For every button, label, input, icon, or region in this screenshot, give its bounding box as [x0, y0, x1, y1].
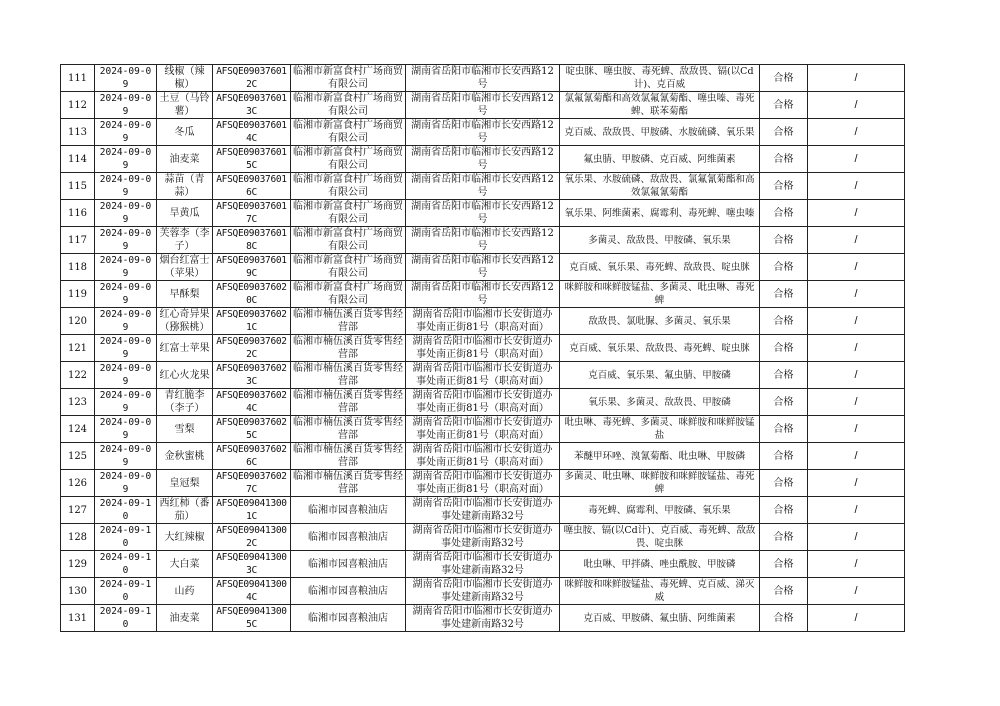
sampled-unit-cell: 临湘市园喜粮油店 [291, 551, 406, 578]
unit-address-cell: 湖南省岳阳市临湘市长安西路12号 [406, 281, 560, 308]
remark-cell: / [808, 146, 905, 173]
sampling-date-cell: 2024-09-09 [95, 92, 157, 119]
table-row [61, 227, 905, 254]
result-cell: 合格 [760, 362, 808, 389]
sampled-unit-cell: 临湘市楠伍溪百货零售经营部 [291, 362, 406, 389]
sampling-date-cell: 2024-09-09 [95, 416, 157, 443]
table-row [61, 578, 905, 605]
sampled-unit-cell: 临湘市新富食村广场商贸有限公司 [291, 254, 406, 281]
unit-address-cell: 湖南省岳阳市临湘市长安西路12号 [406, 65, 560, 92]
result-cell: 合格 [760, 92, 808, 119]
row-number-cell: 123 [61, 389, 95, 416]
sample-code-cell: AFSQE090376016C [213, 173, 291, 200]
test-items-cell: 氧乐果、水胺硫磷、敌敌畏、氯氟氰菊酯和高效氯氟氰菊酯 [560, 173, 760, 200]
sample-name-cell: 线椒（辣椒） [157, 65, 213, 92]
unit-address-cell: 湖南省岳阳市临湘市长安西路12号 [406, 146, 560, 173]
sampling-date-cell: 2024-09-09 [95, 335, 157, 362]
result-cell: 合格 [760, 416, 808, 443]
remark-cell: / [808, 227, 905, 254]
unit-address-cell: 湖南省岳阳市临湘市长安街道办事处南正街81号（职高对面） [406, 470, 560, 497]
sampled-unit-cell: 临湘市新富食村广场商贸有限公司 [291, 227, 406, 254]
table-row [61, 524, 905, 551]
test-items-cell: 毒死蜱、腐霉利、甲胺磷、氧乐果 [560, 497, 760, 524]
sample-code-cell: AFSQE090413002C [213, 524, 291, 551]
row-number-cell: 118 [61, 254, 95, 281]
result-cell: 合格 [760, 578, 808, 605]
test-items-cell: 氧乐果、阿维菌素、腐霉利、毒死蜱、噻虫嗪 [560, 200, 760, 227]
row-number-cell: 116 [61, 200, 95, 227]
test-items-cell: 氯氟氰菊酯和高效氯氟氰菊酯、噻虫嗪、毒死蜱、联苯菊酯 [560, 92, 760, 119]
remark-cell: / [808, 119, 905, 146]
sampling-date-cell: 2024-09-09 [95, 470, 157, 497]
sampled-unit-cell: 临湘市新富食村广场商贸有限公司 [291, 65, 406, 92]
unit-address-cell: 湖南省岳阳市临湘市长安街道办事处建新南路32号 [406, 524, 560, 551]
test-items-cell: 氧乐果、多菌灵、敌敌畏、甲胺磷 [560, 389, 760, 416]
row-number-cell: 117 [61, 227, 95, 254]
sample-code-cell: AFSQE090376027C [213, 470, 291, 497]
test-items-cell: 克百威、敌敌畏、甲胺磷、水胺硫磷、氧乐果 [560, 119, 760, 146]
sampled-unit-cell: 临湘市新富食村广场商贸有限公司 [291, 281, 406, 308]
row-number-cell: 112 [61, 92, 95, 119]
sampled-unit-cell: 临湘市楠伍溪百货零售经营部 [291, 443, 406, 470]
row-number-cell: 125 [61, 443, 95, 470]
row-number-cell: 114 [61, 146, 95, 173]
sampling-date-cell: 2024-09-09 [95, 281, 157, 308]
table-row [61, 65, 905, 92]
sampling-date-cell: 2024-09-09 [95, 254, 157, 281]
result-cell: 合格 [760, 200, 808, 227]
test-items-cell: 噻虫胺、镉(以Cd计)、克百威、毒死蜱、敌敌畏、啶虫脒 [560, 524, 760, 551]
remark-cell: / [808, 605, 905, 632]
sample-code-cell: AFSQE090376019C [213, 254, 291, 281]
sampled-unit-cell: 临湘市园喜粮油店 [291, 497, 406, 524]
result-cell: 合格 [760, 254, 808, 281]
result-cell: 合格 [760, 281, 808, 308]
unit-address-cell: 湖南省岳阳市临湘市长安街道办事处南正街81号（职高对面） [406, 416, 560, 443]
table-body [61, 65, 905, 632]
sampling-date-cell: 2024-09-09 [95, 119, 157, 146]
row-number-cell: 127 [61, 497, 95, 524]
sample-code-cell: AFSQE090376015C [213, 146, 291, 173]
remark-cell: / [808, 65, 905, 92]
test-items-cell: 咪鲜胺和咪鲜胺锰盐、毒死蜱、克百威、涕灭威 [560, 578, 760, 605]
sampling-date-cell: 2024-09-09 [95, 443, 157, 470]
result-cell: 合格 [760, 173, 808, 200]
unit-address-cell: 湖南省岳阳市临湘市长安街道办事处南正街81号（职高对面） [406, 335, 560, 362]
sampling-date-cell: 2024-09-09 [95, 65, 157, 92]
inspection-results-table [60, 64, 905, 632]
test-items-cell: 苯醚甲环唑、溴氰菊酯、吡虫啉、甲胺磷 [560, 443, 760, 470]
sample-code-cell: AFSQE090376020C [213, 281, 291, 308]
unit-address-cell: 湖南省岳阳市临湘市长安街道办事处建新南路32号 [406, 605, 560, 632]
sample-code-cell: AFSQE090376014C [213, 119, 291, 146]
table-row [61, 605, 905, 632]
sample-name-cell: 大红辣椒 [157, 524, 213, 551]
sampled-unit-cell: 临湘市楠伍溪百货零售经营部 [291, 416, 406, 443]
sample-code-cell: AFSQE090376017C [213, 200, 291, 227]
unit-address-cell: 湖南省岳阳市临湘市长安街道办事处南正街81号（职高对面） [406, 308, 560, 335]
row-number-cell: 131 [61, 605, 95, 632]
remark-cell: / [808, 578, 905, 605]
unit-address-cell: 湖南省岳阳市临湘市长安街道办事处南正街81号（职高对面） [406, 389, 560, 416]
unit-address-cell: 湖南省岳阳市临湘市长安街道办事处建新南路32号 [406, 497, 560, 524]
sample-name-cell: 红心奇异果（猕猴桃） [157, 308, 213, 335]
row-number-cell: 124 [61, 416, 95, 443]
test-items-cell: 吡虫啉、甲拌磷、唑虫酰胺、甲胺磷 [560, 551, 760, 578]
sampled-unit-cell: 临湘市楠伍溪百货零售经营部 [291, 470, 406, 497]
sampled-unit-cell: 临湘市新富食村广场商贸有限公司 [291, 119, 406, 146]
table-row [61, 443, 905, 470]
result-cell: 合格 [760, 65, 808, 92]
sampling-date-cell: 2024-09-10 [95, 524, 157, 551]
row-number-cell: 128 [61, 524, 95, 551]
remark-cell: / [808, 92, 905, 119]
sample-code-cell: AFSQE090413001C [213, 497, 291, 524]
unit-address-cell: 湖南省岳阳市临湘市长安街道办事处建新南路32号 [406, 578, 560, 605]
sampling-date-cell: 2024-09-10 [95, 578, 157, 605]
test-items-cell: 克百威、氧乐果、氟虫腈、甲胺磷 [560, 362, 760, 389]
table-row [61, 362, 905, 389]
row-number-cell: 115 [61, 173, 95, 200]
sampled-unit-cell: 临湘市楠伍溪百货零售经营部 [291, 335, 406, 362]
result-cell: 合格 [760, 470, 808, 497]
remark-cell: / [808, 308, 905, 335]
row-number-cell: 126 [61, 470, 95, 497]
sample-name-cell: 芙蓉李（李子） [157, 227, 213, 254]
unit-address-cell: 湖南省岳阳市临湘市长安西路12号 [406, 227, 560, 254]
remark-cell: / [808, 335, 905, 362]
result-cell: 合格 [760, 524, 808, 551]
sampling-date-cell: 2024-09-09 [95, 389, 157, 416]
sample-code-cell: AFSQE090376018C [213, 227, 291, 254]
row-number-cell: 130 [61, 578, 95, 605]
result-cell: 合格 [760, 605, 808, 632]
sample-code-cell: AFSQE090413005C [213, 605, 291, 632]
unit-address-cell: 湖南省岳阳市临湘市长安西路12号 [406, 119, 560, 146]
result-cell: 合格 [760, 389, 808, 416]
row-number-cell: 120 [61, 308, 95, 335]
table-row [61, 497, 905, 524]
sampled-unit-cell: 临湘市楠伍溪百货零售经营部 [291, 308, 406, 335]
sample-code-cell: AFSQE090376024C [213, 389, 291, 416]
sampling-date-cell: 2024-09-09 [95, 200, 157, 227]
remark-cell: / [808, 416, 905, 443]
remark-cell: / [808, 254, 905, 281]
result-cell: 合格 [760, 308, 808, 335]
sampled-unit-cell: 临湘市新富食村广场商贸有限公司 [291, 92, 406, 119]
sample-code-cell: AFSQE090413004C [213, 578, 291, 605]
sample-name-cell: 冬瓜 [157, 119, 213, 146]
sampling-date-cell: 2024-09-09 [95, 227, 157, 254]
test-items-cell: 敌敌畏、氯吡脲、多菌灵、氧乐果 [560, 308, 760, 335]
remark-cell: / [808, 443, 905, 470]
sample-code-cell: AFSQE090413003C [213, 551, 291, 578]
sample-code-cell: AFSQE090376013C [213, 92, 291, 119]
sampled-unit-cell: 临湘市新富食村广场商贸有限公司 [291, 173, 406, 200]
sample-name-cell: 烟台红富士（苹果） [157, 254, 213, 281]
sample-name-cell: 青红脆李（李子） [157, 389, 213, 416]
sample-code-cell: AFSQE090376026C [213, 443, 291, 470]
row-number-cell: 119 [61, 281, 95, 308]
sample-code-cell: AFSQE090376022C [213, 335, 291, 362]
sampled-unit-cell: 临湘市新富食村广场商贸有限公司 [291, 146, 406, 173]
remark-cell: / [808, 362, 905, 389]
table-row [61, 281, 905, 308]
test-items-cell: 氟虫腈、甲胺磷、克百威、阿维菌素 [560, 146, 760, 173]
table-row [61, 551, 905, 578]
sampled-unit-cell: 临湘市新富食村广场商贸有限公司 [291, 200, 406, 227]
row-number-cell: 121 [61, 335, 95, 362]
unit-address-cell: 湖南省岳阳市临湘市长安街道办事处南正街81号（职高对面） [406, 362, 560, 389]
table-row [61, 146, 905, 173]
sample-name-cell: 雪梨 [157, 416, 213, 443]
sample-code-cell: AFSQE090376025C [213, 416, 291, 443]
sample-name-cell: 皇冠梨 [157, 470, 213, 497]
table-row [61, 416, 905, 443]
test-items-cell: 克百威、氧乐果、敌敌畏、毒死蜱、啶虫脒 [560, 335, 760, 362]
remark-cell: / [808, 389, 905, 416]
result-cell: 合格 [760, 146, 808, 173]
test-items-cell: 吡虫啉、毒死蜱、多菌灵、咪鲜胺和咪鲜胺锰盐 [560, 416, 760, 443]
sampled-unit-cell: 临湘市楠伍溪百货零售经营部 [291, 389, 406, 416]
sampled-unit-cell: 临湘市园喜粮油店 [291, 524, 406, 551]
sampling-date-cell: 2024-09-10 [95, 551, 157, 578]
unit-address-cell: 湖南省岳阳市临湘市长安街道办事处建新南路32号 [406, 551, 560, 578]
sampled-unit-cell: 临湘市园喜粮油店 [291, 605, 406, 632]
sample-name-cell: 油麦菜 [157, 605, 213, 632]
remark-cell: / [808, 551, 905, 578]
sample-code-cell: AFSQE090376023C [213, 362, 291, 389]
unit-address-cell: 湖南省岳阳市临湘市长安西路12号 [406, 200, 560, 227]
test-items-cell: 咪鲜胺和咪鲜胺锰盐、多菌灵、吡虫啉、毒死蜱 [560, 281, 760, 308]
row-number-cell: 113 [61, 119, 95, 146]
sampling-date-cell: 2024-09-10 [95, 605, 157, 632]
test-items-cell: 多菌灵、吡虫啉、咪鲜胺和咪鲜胺锰盐、毒死蜱 [560, 470, 760, 497]
sample-code-cell: AFSQE090376012C [213, 65, 291, 92]
sampling-date-cell: 2024-09-09 [95, 308, 157, 335]
sample-name-cell: 油麦菜 [157, 146, 213, 173]
sample-name-cell: 红心火龙果 [157, 362, 213, 389]
sample-name-cell: 蒜苗（青蒜） [157, 173, 213, 200]
remark-cell: / [808, 497, 905, 524]
unit-address-cell: 湖南省岳阳市临湘市长安西路12号 [406, 92, 560, 119]
table-row [61, 335, 905, 362]
sampling-date-cell: 2024-09-10 [95, 497, 157, 524]
sample-name-cell: 土豆（马铃薯） [157, 92, 213, 119]
sampled-unit-cell: 临湘市园喜粮油店 [291, 578, 406, 605]
row-number-cell: 129 [61, 551, 95, 578]
table-row [61, 254, 905, 281]
row-number-cell: 122 [61, 362, 95, 389]
remark-cell: / [808, 470, 905, 497]
remark-cell: / [808, 281, 905, 308]
test-items-cell: 克百威、甲胺磷、氟虫腈、阿维菌素 [560, 605, 760, 632]
sampling-date-cell: 2024-09-09 [95, 362, 157, 389]
table-row [61, 470, 905, 497]
remark-cell: / [808, 173, 905, 200]
result-cell: 合格 [760, 335, 808, 362]
unit-address-cell: 湖南省岳阳市临湘市长安西路12号 [406, 173, 560, 200]
result-cell: 合格 [760, 119, 808, 146]
row-number-cell: 111 [61, 65, 95, 92]
result-cell: 合格 [760, 227, 808, 254]
table-row [61, 308, 905, 335]
test-items-cell: 啶虫脒、噻虫胺、毒死蜱、敌敌畏、镉(以Cd计)、克百威 [560, 65, 760, 92]
table-row [61, 119, 905, 146]
result-cell: 合格 [760, 443, 808, 470]
sampling-date-cell: 2024-09-09 [95, 173, 157, 200]
test-items-cell: 多菌灵、敌敌畏、甲胺磷、氧乐果 [560, 227, 760, 254]
remark-cell: / [808, 200, 905, 227]
table-row [61, 389, 905, 416]
sample-name-cell: 西红柿（番茄） [157, 497, 213, 524]
table-row [61, 200, 905, 227]
sample-code-cell: AFSQE090376021C [213, 308, 291, 335]
table-row [61, 92, 905, 119]
unit-address-cell: 湖南省岳阳市临湘市长安街道办事处南正街81号（职高对面） [406, 443, 560, 470]
sample-name-cell: 大白菜 [157, 551, 213, 578]
sample-name-cell: 红富士苹果 [157, 335, 213, 362]
test-items-cell: 克百威、氧乐果、毒死蜱、敌敌畏、啶虫脒 [560, 254, 760, 281]
remark-cell: / [808, 524, 905, 551]
sample-name-cell: 金秋蜜桃 [157, 443, 213, 470]
sample-name-cell: 旱黄瓜 [157, 200, 213, 227]
result-cell: 合格 [760, 497, 808, 524]
sampling-date-cell: 2024-09-09 [95, 146, 157, 173]
table-row [61, 173, 905, 200]
result-cell: 合格 [760, 551, 808, 578]
sample-name-cell: 早酥梨 [157, 281, 213, 308]
unit-address-cell: 湖南省岳阳市临湘市长安西路12号 [406, 254, 560, 281]
sample-name-cell: 山药 [157, 578, 213, 605]
